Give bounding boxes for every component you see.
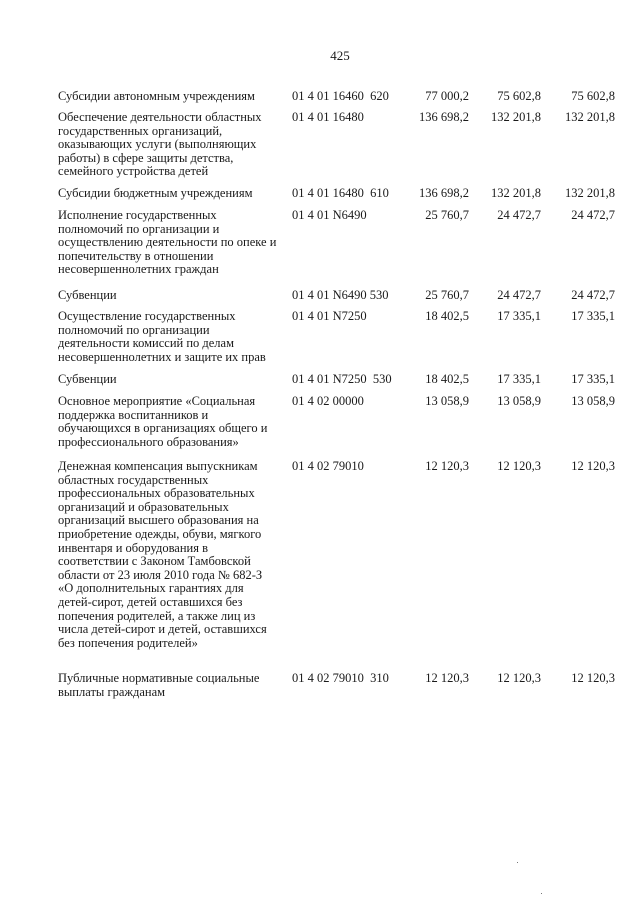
row-code: 01 4 02 79010 310 [292,671,389,685]
page-number: 425 [330,48,350,63]
row-name-line: областных государственных [58,472,209,487]
row-name-line: оказывающих услуги (выполняющих [58,137,257,152]
row-name [58,672,290,699]
row-value-2: 132 201,8 [491,110,541,124]
row-name-line: выплаты гражданам [58,684,166,699]
row-name-line: детей-сирот, детей оставшихся без [58,594,243,609]
row-name-line: области от 23 июля 2010 года № 682-З [58,567,263,582]
row-name-line: Исполнение государственных [58,208,217,222]
row-value-1: 25 760,7 [425,288,469,302]
row-name-line: Денежная компенсация выпускникам [58,459,258,473]
row-name-line: приобретение одежды, обуви, мягкого [58,526,262,541]
row-code: 01 4 02 00000 [292,394,364,408]
scan-speck [517,862,518,863]
row-value-2: 12 120,3 [497,671,541,685]
row-value-2: 132 201,8 [491,186,541,200]
row-name [58,90,290,104]
row-name-line: числа детей-сирот и детей, оставшихся [58,622,267,637]
row-code: 01 4 01 N7250 [292,309,367,323]
row-name-line: профессиональных образовательных [58,486,255,501]
row-value-3: 75 602,8 [571,89,615,103]
row-value-2: 12 120,3 [497,459,541,473]
row-value-2: 17 335,1 [497,372,541,386]
row-name [58,310,290,364]
row-name-line: Субсидии автономным учреждениям [58,89,255,103]
row-name [58,460,290,650]
row-name-line: организаций и образовательных [58,499,229,514]
row-name-line: несовершеннолетних граждан [58,262,219,277]
row-name [58,395,290,449]
row-name-line: Осуществление государственных [58,309,236,323]
row-value-1: 136 698,2 [419,186,469,200]
row-name [58,209,290,277]
row-code: 01 4 01 N6490 530 [292,288,389,302]
row-code: 01 4 01 N6490 [292,208,367,222]
row-name-line: Субвенции [58,288,117,302]
row-name-line: обучающихся в организациях общего и [58,421,268,436]
row-value-1: 12 120,3 [425,459,469,473]
row-value-2: 17 335,1 [497,309,541,323]
row-name-line: поддержка воспитанников и [58,407,209,422]
row-name [58,111,290,179]
row-value-2: 24 472,7 [497,288,541,302]
row-name-line: полномочий по организации и [58,221,220,236]
row-value-1: 13 058,9 [425,394,469,408]
row-name-line: попечения родителей, а также лиц из [58,608,256,623]
row-value-3: 12 120,3 [571,459,615,473]
row-value-1: 77 000,2 [425,89,469,103]
row-code: 01 4 01 N7250 530 [292,372,392,386]
row-name-line: несовершеннолетних и защите их прав [58,349,266,364]
row-value-3: 12 120,3 [571,671,615,685]
row-value-1: 136 698,2 [419,110,469,124]
row-value-3: 17 335,1 [571,372,615,386]
row-name-line: Обеспечение деятельности областных [58,110,262,124]
row-name-line: без попечения родителей» [58,635,198,650]
row-name-line: деятельности комиссий по делам [58,336,235,351]
row-value-3: 132 201,8 [565,186,615,200]
row-value-3: 132 201,8 [565,110,615,124]
row-value-1: 18 402,5 [425,309,469,323]
row-value-1: 12 120,3 [425,671,469,685]
row-value-3: 24 472,7 [571,288,615,302]
row-name-line: организаций высшего образования на [58,513,259,528]
row-name-line: осуществлению деятельности по опеке и [58,235,277,250]
row-name [58,187,290,201]
row-name-line: инвентаря и оборудования в [58,540,209,555]
row-name-line: Публичные нормативные социальные [58,671,260,685]
row-value-2: 75 602,8 [497,89,541,103]
row-name-line: попечительству в отношении [58,248,214,263]
row-code: 01 4 02 79010 [292,459,364,473]
row-name-line: Субвенции [58,372,117,386]
row-name-line: полномочий по организации [58,322,210,337]
row-name-line: Основное мероприятие «Социальная [58,394,256,408]
row-name [58,289,290,303]
row-name-line: «О дополнительных гарантиях для [58,581,244,596]
scan-speck [541,893,542,894]
row-code: 01 4 01 16460 620 [292,89,389,103]
row-value-2: 13 058,9 [497,394,541,408]
row-value-3: 17 335,1 [571,309,615,323]
row-value-1: 25 760,7 [425,208,469,222]
row-name-line: Субсидии бюджетным учреждениям [58,186,253,200]
row-name-line: работы) в сфере защиты детства, [58,150,234,165]
row-value-1: 18 402,5 [425,372,469,386]
row-value-3: 13 058,9 [571,394,615,408]
row-code: 01 4 01 16480 [292,110,364,124]
row-value-3: 24 472,7 [571,208,615,222]
row-value-2: 24 472,7 [497,208,541,222]
row-name-line: государственных организаций, [58,123,223,138]
row-name-line: семейного устройства детей [58,164,209,179]
row-name [58,373,290,387]
row-code: 01 4 01 16480 610 [292,186,389,200]
row-name-line: профессионального образования» [58,434,239,449]
row-name-line: соответствии с Законом Тамбовской [58,554,251,569]
